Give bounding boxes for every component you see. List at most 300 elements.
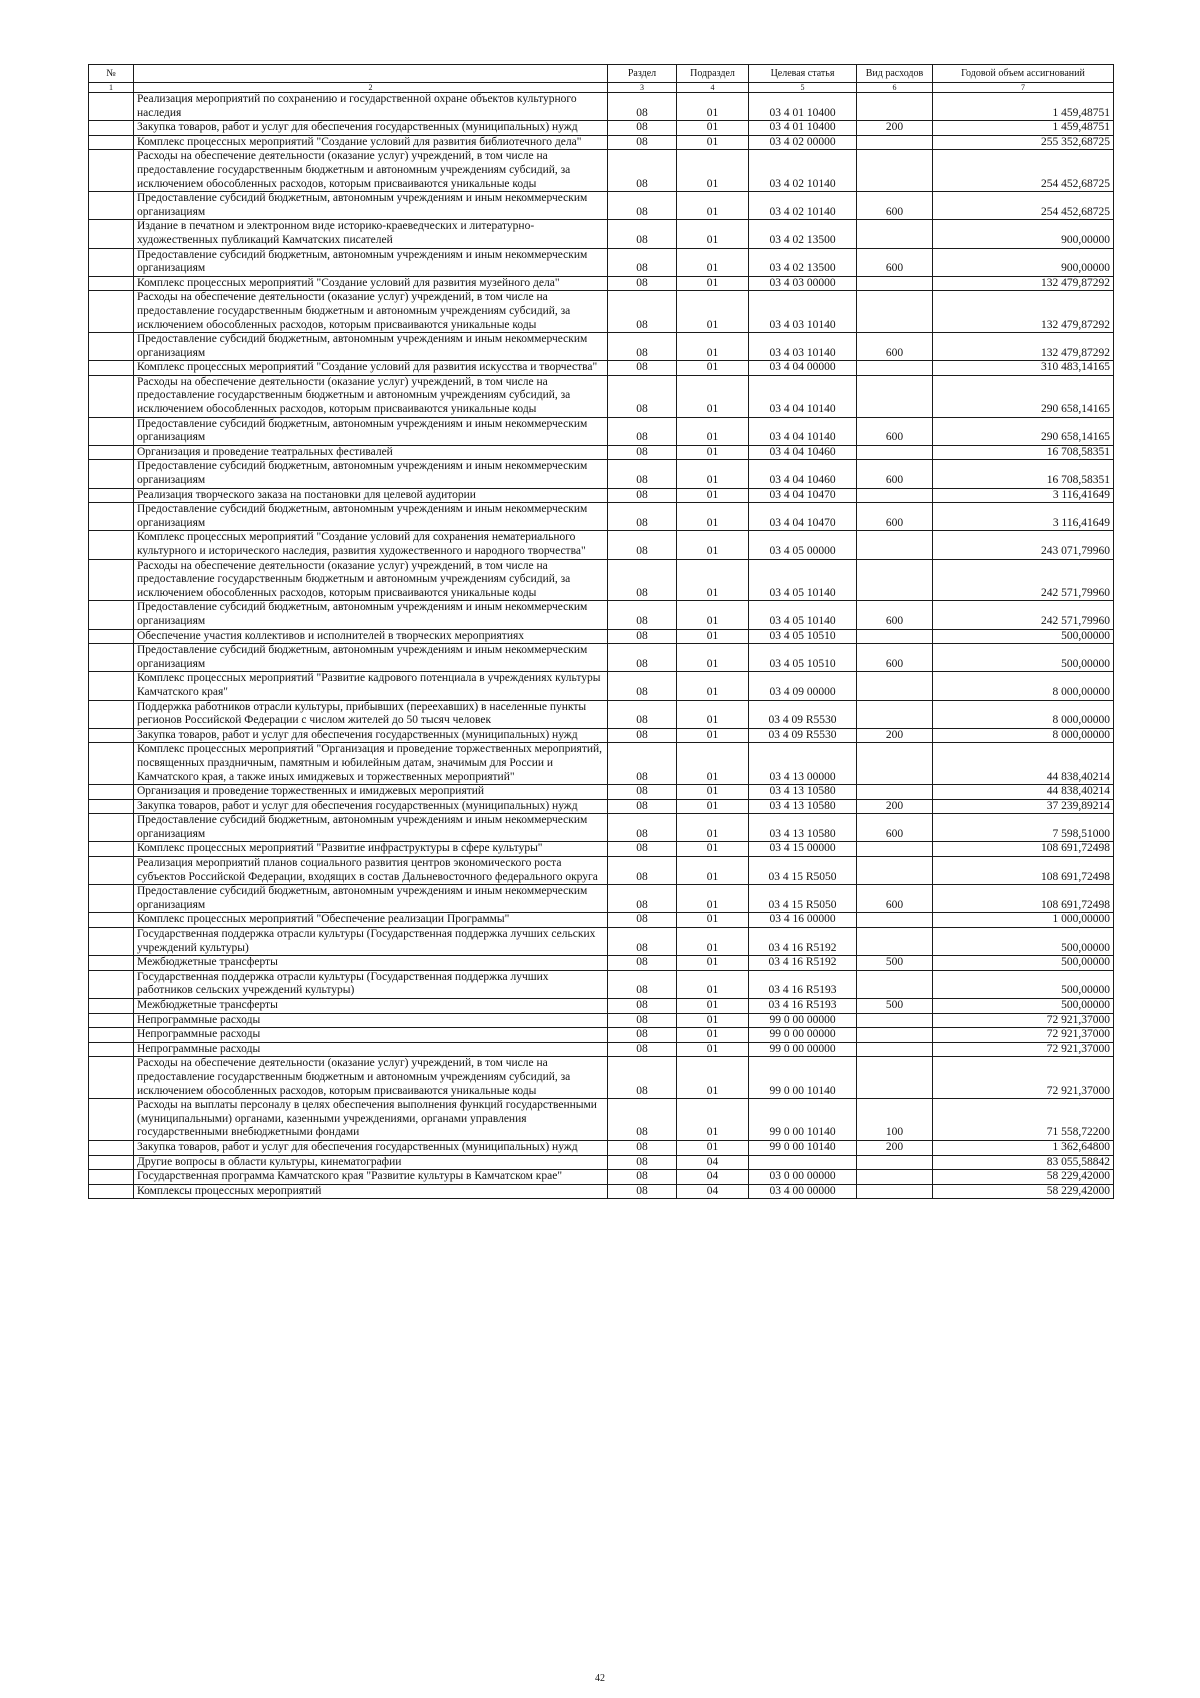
cell-podrazdel: 01 [677,488,749,503]
cell-razdel: 08 [608,814,677,842]
cell-podrazdel: 01 [677,220,749,248]
cell-target: 03 4 01 10400 [749,121,857,136]
table-row [89,488,1114,503]
cell-podrazdel: 01 [677,728,749,743]
cell-name: Непрограммные расходы [134,1042,608,1057]
cell-amount: 132 479,87292 [933,291,1114,333]
cell-podrazdel: 01 [677,601,749,629]
cell-expense-type [857,629,933,644]
cell-target: 03 4 09 00000 [749,672,857,700]
cell-razdel: 08 [608,333,677,361]
cell-podrazdel: 01 [677,857,749,885]
cell-razdel: 08 [608,375,677,417]
cell-amount: 242 571,79960 [933,601,1114,629]
cell-amount: 254 452,68725 [933,192,1114,220]
cell-podrazdel: 04 [677,1184,749,1199]
cell-podrazdel: 01 [677,672,749,700]
cell-razdel: 08 [608,361,677,376]
table-row [89,814,1114,842]
cell-podrazdel: 01 [677,1042,749,1057]
table-row [89,999,1114,1014]
cell-podrazdel: 01 [677,644,749,672]
header-no: № [89,65,134,83]
cell-target: 03 4 02 10140 [749,192,857,220]
table-row [89,913,1114,928]
cell-razdel: 08 [608,488,677,503]
cell-name: Предоставление субсидий бюджетным, автономным учреждениям и иным некоммерческим организациям [134,601,608,629]
cell-target: 03 4 05 00000 [749,531,857,559]
cell-name: Комплекс процессных мероприятий "Обеспечение реализации Программы" [134,913,608,928]
cell-podrazdel: 01 [677,1099,749,1141]
cell-expense-type [857,1170,933,1185]
cell-name: Расходы на выплаты персоналу в целях обеспечения выполнения функций государственными (муниципальными) органами, казенными учреждениями, органами управления государственными внебюджетными фондами [134,1099,608,1141]
cell-expense-type [857,150,933,192]
cell-target: 03 4 09 R5530 [749,728,857,743]
cell-razdel: 08 [608,1155,677,1170]
cell-target: 99 0 00 00000 [749,1028,857,1043]
cell-razdel: 08 [608,1140,677,1155]
cell-target: 03 4 16 00000 [749,913,857,928]
cell-razdel: 08 [608,192,677,220]
cell-razdel: 08 [608,559,677,601]
cell-amount: 16 708,58351 [933,445,1114,460]
cell-name: Государственная поддержка отрасли культуры (Государственная поддержка лучших сельских учреждений культуры) [134,928,608,956]
cell-razdel: 08 [608,1057,677,1099]
cell-podrazdel: 01 [677,531,749,559]
cell-expense-type: 500 [857,999,933,1014]
cell-amount: 72 921,37000 [933,1042,1114,1057]
table-row [89,121,1114,136]
header-row [89,65,1114,83]
table-row [89,531,1114,559]
cell-target: 03 4 04 10140 [749,375,857,417]
cell-target: 03 4 03 00000 [749,276,857,291]
cell-podrazdel: 01 [677,999,749,1014]
cell-number [89,503,134,531]
cell-target: 03 4 15 00000 [749,842,857,857]
table-row [89,842,1114,857]
col-number: 3 [608,83,677,93]
cell-amount: 500,00000 [933,970,1114,998]
cell-amount: 3 116,41649 [933,488,1114,503]
cell-expense-type: 200 [857,799,933,814]
cell-number [89,1155,134,1170]
cell-name: Комплекс процессных мероприятий "Создание условий для развития библиотечного дела" [134,135,608,150]
cell-expense-type: 600 [857,333,933,361]
cell-razdel: 08 [608,1013,677,1028]
cell-podrazdel: 04 [677,1170,749,1185]
table-row [89,629,1114,644]
table-body [89,93,1114,1199]
table-row [89,460,1114,488]
cell-amount: 500,00000 [933,956,1114,971]
cell-name: Государственная программа Камчатского края "Развитие культуры в Камчатском крае" [134,1170,608,1185]
cell-expense-type: 600 [857,885,933,913]
cell-name: Закупка товаров, работ и услуг для обеспечения государственных (муниципальных) нужд [134,799,608,814]
cell-name: Комплекс процессных мероприятий "Развитие инфраструктуры в сфере культуры" [134,842,608,857]
cell-podrazdel: 01 [677,333,749,361]
cell-number [89,672,134,700]
cell-name: Предоставление субсидий бюджетным, автономным учреждениям и иным некоммерческим организациям [134,644,608,672]
cell-amount: 500,00000 [933,928,1114,956]
cell-number [89,1013,134,1028]
cell-expense-type [857,857,933,885]
cell-expense-type [857,1042,933,1057]
cell-name: Предоставление субсидий бюджетным, автономным учреждениям и иным некоммерческим организациям [134,192,608,220]
table-row [89,1155,1114,1170]
cell-razdel: 08 [608,970,677,998]
cell-name: Непрограммные расходы [134,1013,608,1028]
header-amount: Годовой объем ассигнований [933,65,1114,83]
cell-podrazdel: 01 [677,1028,749,1043]
cell-razdel: 08 [608,417,677,445]
cell-name: Реализация мероприятий планов социального развития центров экономического роста субъектов Российской Федерации, входящих в состав Дальневосточного федерального округа [134,857,608,885]
cell-number [89,913,134,928]
cell-number [89,1140,134,1155]
cell-number [89,1184,134,1199]
cell-expense-type [857,672,933,700]
cell-podrazdel: 01 [677,445,749,460]
cell-number [89,559,134,601]
cell-podrazdel: 01 [677,913,749,928]
cell-amount: 8 000,00000 [933,672,1114,700]
cell-razdel: 08 [608,885,677,913]
cell-target: 99 0 00 10140 [749,1099,857,1141]
cell-number [89,928,134,956]
cell-target: 03 4 13 10580 [749,785,857,800]
table-row [89,672,1114,700]
cell-number [89,1028,134,1043]
cell-podrazdel: 01 [677,121,749,136]
header-razdel: Раздел [608,65,677,83]
cell-razdel: 08 [608,700,677,728]
table-row [89,333,1114,361]
cell-amount: 500,00000 [933,999,1114,1014]
cell-target: 03 4 04 10460 [749,460,857,488]
cell-razdel: 08 [608,743,677,785]
table-row [89,1042,1114,1057]
cell-amount: 255 352,68725 [933,135,1114,150]
cell-razdel: 08 [608,956,677,971]
cell-razdel: 08 [608,672,677,700]
cell-name: Предоставление субсидий бюджетным, автономным учреждениям и иным некоммерческим организациям [134,333,608,361]
cell-target: 03 4 02 13500 [749,220,857,248]
cell-number [89,1170,134,1185]
table-row [89,417,1114,445]
cell-number [89,150,134,192]
cell-amount: 108 691,72498 [933,857,1114,885]
table-row [89,743,1114,785]
cell-number [89,857,134,885]
cell-amount: 3 116,41649 [933,503,1114,531]
cell-expense-type [857,928,933,956]
cell-name: Предоставление субсидий бюджетным, автономным учреждениям и иным некоммерческим организациям [134,814,608,842]
cell-target: 03 0 00 00000 [749,1170,857,1185]
cell-target: 03 4 16 R5192 [749,928,857,956]
cell-podrazdel: 01 [677,291,749,333]
table-row [89,970,1114,998]
cell-number [89,1042,134,1057]
cell-target: 03 4 13 10580 [749,814,857,842]
cell-number [89,842,134,857]
cell-target: 03 4 13 00000 [749,743,857,785]
cell-name: Расходы на обеспечение деятельности (оказание услуг) учреждений, в том числе на предоставление государственным бюджетным и автономным учреждениям субсидий, за исключением обособленных расходов, которым присваиваются уникальные коды [134,291,608,333]
table-row [89,445,1114,460]
cell-amount: 7 598,51000 [933,814,1114,842]
cell-expense-type: 200 [857,728,933,743]
table-row [89,503,1114,531]
cell-number [89,814,134,842]
cell-number [89,970,134,998]
cell-podrazdel: 01 [677,559,749,601]
cell-amount: 900,00000 [933,220,1114,248]
table-row [89,728,1114,743]
cell-razdel: 08 [608,276,677,291]
cell-podrazdel: 01 [677,743,749,785]
cell-name: Поддержка работников отрасли культуры, прибывших (переехавших) в населенные пункты регионов Российской Федерации с числом жителей до 50 тысяч человек [134,700,608,728]
cell-target: 03 4 16 R5193 [749,970,857,998]
cell-razdel: 08 [608,1184,677,1199]
cell-podrazdel: 01 [677,361,749,376]
cell-amount: 132 479,87292 [933,333,1114,361]
cell-target: 03 4 04 10470 [749,503,857,531]
col-number: 1 [89,83,134,93]
cell-number [89,700,134,728]
cell-podrazdel: 01 [677,375,749,417]
cell-expense-type: 600 [857,192,933,220]
cell-amount: 500,00000 [933,629,1114,644]
cell-razdel: 08 [608,601,677,629]
table-row [89,559,1114,601]
cell-number [89,121,134,136]
cell-razdel: 08 [608,291,677,333]
cell-number [89,248,134,276]
cell-amount: 108 691,72498 [933,885,1114,913]
table-row [89,248,1114,276]
cell-name: Обеспечение участия коллективов и исполнителей в творческих мероприятиях [134,629,608,644]
cell-number [89,291,134,333]
cell-name: Межбюджетные трансферты [134,956,608,971]
cell-expense-type: 600 [857,417,933,445]
cell-target: 03 4 05 10510 [749,629,857,644]
cell-expense-type [857,488,933,503]
cell-podrazdel: 01 [677,785,749,800]
cell-amount: 108 691,72498 [933,842,1114,857]
cell-amount: 1 459,48751 [933,121,1114,136]
table-row [89,375,1114,417]
cell-target: 03 4 02 10140 [749,150,857,192]
cell-target: 03 4 09 R5530 [749,700,857,728]
cell-number [89,644,134,672]
cell-amount: 1 362,64800 [933,1140,1114,1155]
cell-name: Расходы на обеспечение деятельности (оказание услуг) учреждений, в том числе на предоставление государственным бюджетным и автономным учреждениям субсидий, за исключением обособленных расходов, которым присваиваются уникальные коды [134,150,608,192]
cell-target: 03 4 03 10140 [749,291,857,333]
cell-expense-type [857,220,933,248]
cell-target: 03 4 00 00000 [749,1184,857,1199]
cell-amount: 44 838,40214 [933,785,1114,800]
cell-razdel: 08 [608,121,677,136]
table-row [89,192,1114,220]
table-row [89,885,1114,913]
cell-podrazdel: 01 [677,503,749,531]
table-row [89,1028,1114,1043]
col-number: 4 [677,83,749,93]
cell-expense-type: 600 [857,601,933,629]
page-number: 42 [595,1673,605,1684]
cell-target: 03 4 16 R5192 [749,956,857,971]
table-row [89,601,1114,629]
cell-amount: 58 229,42000 [933,1170,1114,1185]
cell-target: 03 4 04 10460 [749,445,857,460]
cell-name: Другие вопросы в области культуры, кинематографии [134,1155,608,1170]
cell-number [89,375,134,417]
cell-podrazdel: 01 [677,248,749,276]
cell-amount: 242 571,79960 [933,559,1114,601]
table-row [89,93,1114,121]
cell-target: 03 4 16 R5193 [749,999,857,1014]
cell-expense-type [857,913,933,928]
cell-amount: 72 921,37000 [933,1057,1114,1099]
cell-name: Государственная поддержка отрасли культуры (Государственная поддержка лучших работников сельских учреждений культуры) [134,970,608,998]
cell-amount: 290 658,14165 [933,375,1114,417]
cell-number [89,220,134,248]
cell-target: 03 4 01 10400 [749,93,857,121]
cell-name: Комплекс процессных мероприятий "Создание условий для развития искусства и творчества" [134,361,608,376]
cell-razdel: 08 [608,445,677,460]
cell-target: 03 4 04 10140 [749,417,857,445]
cell-expense-type [857,361,933,376]
table-row [89,1013,1114,1028]
cell-expense-type: 600 [857,248,933,276]
cell-razdel: 08 [608,728,677,743]
cell-name: Расходы на обеспечение деятельности (оказание услуг) учреждений, в том числе на предоставление государственным бюджетным и автономным учреждениям субсидий, за исключением обособленных расходов, которым присваиваются уникальные коды [134,1057,608,1099]
cell-expense-type [857,1057,933,1099]
cell-podrazdel: 01 [677,956,749,971]
cell-target: 03 4 04 10470 [749,488,857,503]
cell-expense-type: 500 [857,956,933,971]
cell-target: 99 0 00 10140 [749,1057,857,1099]
cell-name: Межбюджетные трансферты [134,999,608,1014]
cell-expense-type [857,1155,933,1170]
cell-number [89,601,134,629]
table-row [89,291,1114,333]
cell-target: 03 4 02 00000 [749,135,857,150]
cell-expense-type [857,700,933,728]
cell-razdel: 08 [608,1099,677,1141]
table-row [89,644,1114,672]
cell-podrazdel: 01 [677,1013,749,1028]
cell-expense-type [857,1013,933,1028]
cell-razdel: 08 [608,93,677,121]
cell-razdel: 08 [608,150,677,192]
cell-name: Издание в печатном и электронном виде историко-краеведческих и литературно-художественных публикаций Камчатских писателей [134,220,608,248]
cell-podrazdel: 01 [677,970,749,998]
cell-razdel: 08 [608,842,677,857]
cell-number [89,460,134,488]
cell-amount: 254 452,68725 [933,150,1114,192]
cell-amount: 16 708,58351 [933,460,1114,488]
table-row [89,700,1114,728]
cell-number [89,1057,134,1099]
cell-podrazdel: 01 [677,460,749,488]
cell-number [89,417,134,445]
cell-number [89,192,134,220]
cell-expense-type: 100 [857,1099,933,1141]
cell-expense-type [857,785,933,800]
table-row [89,1099,1114,1141]
table-row [89,1170,1114,1185]
table-row [89,150,1114,192]
cell-amount: 243 071,79960 [933,531,1114,559]
cell-name: Закупка товаров, работ и услуг для обеспечения государственных (муниципальных) нужд [134,1140,608,1155]
table-row [89,276,1114,291]
cell-target: 03 4 03 10140 [749,333,857,361]
cell-target: 99 0 00 10140 [749,1140,857,1155]
cell-number [89,956,134,971]
cell-expense-type [857,135,933,150]
cell-name: Непрограммные расходы [134,1028,608,1043]
cell-podrazdel: 01 [677,814,749,842]
cell-name: Комплексы процессных мероприятий [134,1184,608,1199]
cell-target: 03 4 05 10140 [749,601,857,629]
cell-name: Закупка товаров, работ и услуг для обеспечения государственных (муниципальных) нужд [134,728,608,743]
cell-podrazdel: 01 [677,629,749,644]
cell-razdel: 08 [608,644,677,672]
header-podrazdel: Подраздел [677,65,749,83]
budget-table [88,64,1114,1199]
cell-podrazdel: 01 [677,885,749,913]
table-row [89,857,1114,885]
cell-razdel: 08 [608,460,677,488]
cell-razdel: 08 [608,248,677,276]
table-row [89,799,1114,814]
cell-podrazdel: 01 [677,150,749,192]
cell-amount: 132 479,87292 [933,276,1114,291]
cell-podrazdel: 01 [677,192,749,220]
cell-number [89,743,134,785]
cell-razdel: 08 [608,799,677,814]
cell-name: Комплекс процессных мероприятий "Создание условий для развития музейного дела" [134,276,608,291]
cell-podrazdel: 01 [677,135,749,150]
cell-number [89,629,134,644]
col-number: 7 [933,83,1114,93]
cell-podrazdel: 04 [677,1155,749,1170]
cell-target: 99 0 00 00000 [749,1013,857,1028]
cell-number [89,361,134,376]
cell-number [89,445,134,460]
cell-number [89,135,134,150]
cell-expense-type: 600 [857,814,933,842]
table-row [89,928,1114,956]
cell-amount: 72 921,37000 [933,1028,1114,1043]
cell-name: Комплекс процессных мероприятий "Создание условий для сохранения нематериального культурного и исторического наследия, развития художественного и народного творчества" [134,531,608,559]
cell-name: Предоставление субсидий бюджетным, автономным учреждениям и иным некоммерческим организациям [134,460,608,488]
table-row [89,220,1114,248]
column-number-row [89,83,1114,93]
cell-razdel: 08 [608,503,677,531]
cell-expense-type [857,842,933,857]
cell-razdel: 08 [608,785,677,800]
cell-podrazdel: 01 [677,799,749,814]
cell-name: Комплекс процессных мероприятий "Развитие кадрового потенциала в учреждениях культуры Камчатского края" [134,672,608,700]
cell-expense-type [857,375,933,417]
cell-expense-type [857,1028,933,1043]
cell-name: Организация и проведение торжественных и имиджевых мероприятий [134,785,608,800]
table-row [89,361,1114,376]
cell-razdel: 08 [608,629,677,644]
cell-amount: 44 838,40214 [933,743,1114,785]
cell-amount: 83 055,58842 [933,1155,1114,1170]
